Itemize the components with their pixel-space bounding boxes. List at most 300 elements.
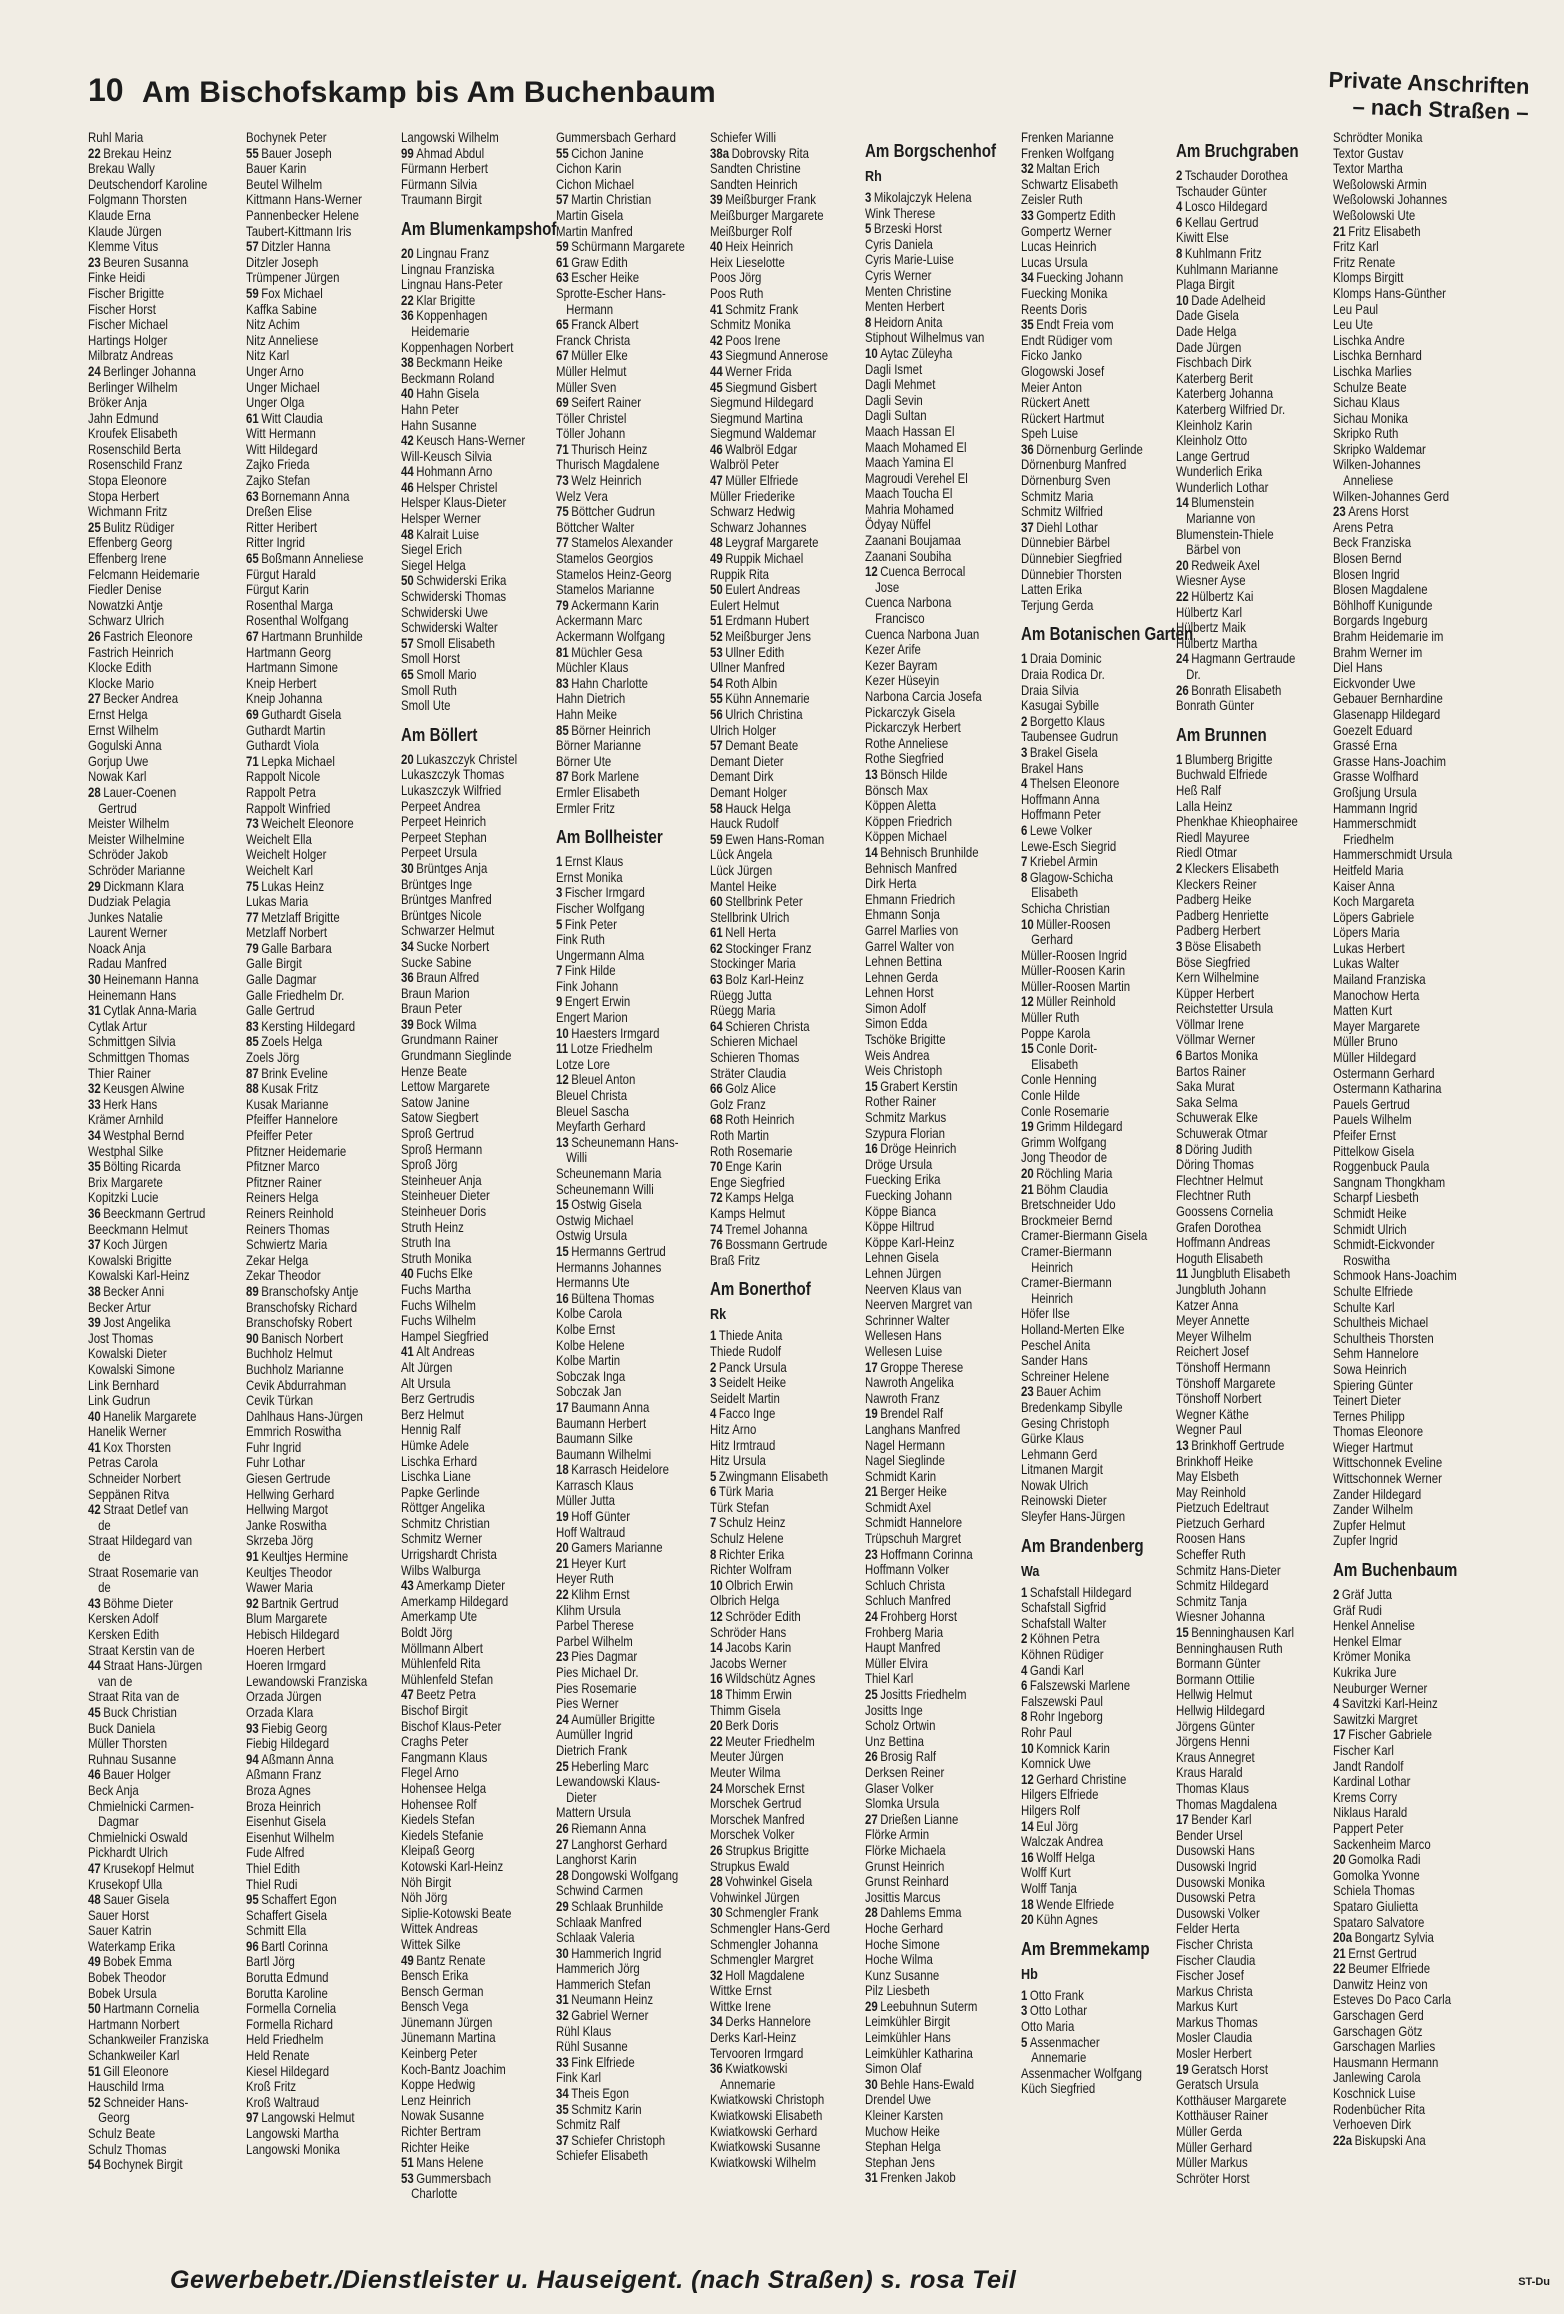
resident-entry: [246, 707, 396, 723]
house-number: 3: [1021, 2003, 1028, 2019]
resident-entry: Bartos Rainer: [1176, 1063, 1246, 1079]
resident-entry: [88, 1315, 238, 1331]
resident-entry: Galle Gertrud: [246, 1003, 315, 1019]
house-number: 81: [556, 644, 569, 660]
resident-entry: Deutschendorf Karoline: [88, 176, 208, 192]
resident-entry: Lange Gertrud: [1176, 448, 1250, 464]
resident-entry: Wichmann Fritz: [88, 504, 168, 520]
resident-entry: Pfitzner Rainer: [246, 1174, 322, 1190]
resident-entry: Hennig Ralf: [401, 1422, 461, 1438]
resident-entry: Köhnen Rüdiger: [1021, 1647, 1104, 1663]
resident-entry: [710, 1609, 860, 1625]
house-number: 90: [246, 1330, 259, 1346]
resident-entry: [1176, 168, 1326, 184]
resident-name: Fiebig Georg: [261, 1720, 328, 1736]
resident-entry: Pies Rosemarie: [556, 1680, 637, 1696]
resident-entry: Kiwitt Else: [1176, 230, 1229, 246]
column-6: [865, 130, 1015, 2260]
resident-entry: Menten Herbert: [865, 299, 945, 315]
resident-entry: Schieren Thomas: [710, 1050, 800, 1066]
resident-entry: Bender Ursel: [1176, 1827, 1243, 1843]
resident-name: Roth Heinrich: [725, 1112, 795, 1128]
footer-code: ST-Du: [1518, 2276, 1550, 2288]
house-number: 83: [556, 675, 569, 691]
resident-entry: [1021, 651, 1171, 667]
resident-entry: Kleiner Karsten: [865, 2108, 944, 2124]
resident-entry: Wittke Ernst: [710, 1983, 772, 1999]
resident-name: Thiede Anita: [718, 1328, 783, 1344]
house-number: 2: [1176, 860, 1183, 876]
resident-entry: Klaude Jürgen: [88, 223, 162, 239]
resident-entry: Elisabeth: [1031, 885, 1079, 901]
resident-entry: [401, 386, 551, 402]
house-number: 7: [1021, 854, 1028, 870]
resident-entry: Pies Michael Dr.: [556, 1665, 639, 1680]
resident-entry: [710, 1547, 860, 1563]
resident-entry: Bärbel von: [1186, 542, 1241, 558]
house-number: 14: [1021, 1818, 1034, 1834]
house-number: 61: [556, 254, 569, 270]
resident-entry: Fürgut Karin: [246, 582, 309, 598]
house-number: 20: [1021, 1166, 1034, 1181]
house-number: 37: [556, 2132, 569, 2148]
house-number: 63: [710, 972, 723, 988]
house-number: 17: [1333, 1727, 1346, 1743]
resident-entry: Koppenhagen Norbert: [401, 339, 514, 355]
resident-name: Kellau Gertrud: [1184, 214, 1259, 230]
resident-entry: Ostwig Michael: [556, 1212, 634, 1228]
resident-entry: Fink Johann: [556, 978, 619, 994]
resident-entry: Poos Jörg: [710, 270, 762, 286]
resident-entry: Lukas Maria: [246, 894, 309, 910]
resident-entry: Simon Olaf: [865, 2061, 922, 2077]
resident-name: Ulrich Christina: [725, 706, 803, 722]
resident-name: Karrasch Heidelore: [571, 1462, 669, 1478]
resident-name: Langhorst Gerhard: [571, 1836, 668, 1852]
resident-entry: Stamelos Heinz-Georg: [556, 566, 672, 582]
resident-entry: Müller-Roosen Karin: [1021, 963, 1126, 979]
resident-entry: Zander Wilhelm: [1333, 1502, 1413, 1518]
resident-entry: May Elsbeth: [1176, 1469, 1239, 1485]
resident-entry: Klomps Hans-Günther: [1333, 285, 1446, 301]
house-number: 42: [710, 332, 723, 348]
resident-entry: [556, 317, 706, 333]
resident-name: Westphal Bernd: [103, 1128, 185, 1143]
resident-entry: Sander Hans: [1021, 1353, 1088, 1369]
resident-entry: Löpers Gabriele: [1333, 909, 1415, 925]
house-number: 21: [1333, 223, 1346, 239]
resident-entry: Wittek Silke: [401, 1936, 461, 1952]
resident-entry: Zekar Theodor: [246, 1268, 321, 1284]
resident-entry: Heinrich: [1031, 1290, 1073, 1306]
resident-entry: Grunst Reinhard: [865, 1874, 949, 1890]
house-number: 2: [1176, 168, 1183, 183]
resident-name: Brendel Ralf: [880, 1406, 944, 1422]
resident-name: Groppe Therese: [880, 1359, 964, 1375]
resident-entry: Schröter Horst: [1176, 2170, 1250, 2186]
resident-entry: Schwiderski Uwe: [401, 604, 488, 620]
resident-name: Hanelik Margarete: [103, 1408, 197, 1424]
resident-entry: Gorjup Uwe: [88, 753, 149, 769]
resident-entry: Müller Thorsten: [88, 1736, 168, 1752]
house-number: 25: [88, 519, 101, 535]
resident-entry: Frohberg Maria: [865, 1624, 944, 1640]
resident-entry: [88, 1284, 238, 1300]
resident-entry: Müchler Klaus: [556, 660, 629, 676]
resident-name: Hartmann Cornelia: [103, 2001, 200, 2017]
resident-entry: Schröder Marianne: [88, 862, 186, 878]
resident-name: Keultjes Hermine: [261, 1549, 349, 1565]
resident-name: Bauer Holger: [103, 1767, 171, 1783]
resident-entry: Wellesen Luise: [865, 1343, 943, 1359]
resident-entry: [710, 1671, 860, 1687]
resident-entry: Tschöke Brigitte: [865, 1032, 946, 1048]
resident-entry: Garschagen Gerd: [1333, 2008, 1424, 2024]
resident-entry: Brahm Werner im: [1333, 644, 1423, 660]
page-header: [0, 0, 1564, 130]
house-number: 20: [556, 1540, 569, 1556]
resident-entry: Heitfeld Maria: [1333, 862, 1404, 878]
resident-name: Schürmann Margarete: [571, 239, 685, 255]
resident-name: Welz Heinrich: [571, 473, 642, 489]
resident-entry: Eulert Helmut: [710, 597, 780, 613]
house-number: 24: [710, 1780, 723, 1796]
resident-name: Bobek Emma: [103, 1954, 172, 1970]
house-number: 54: [88, 2157, 101, 2173]
resident-entry: Sangnam Thongkham: [1333, 1174, 1446, 1190]
resident-entry: Satow Siegbert: [401, 1110, 479, 1126]
resident-entry: Heinrich: [1031, 1259, 1073, 1275]
resident-entry: Lukaszczyk Wilfried: [401, 782, 502, 798]
resident-entry: [556, 1041, 706, 1057]
resident-name: Brüntges Anja: [416, 860, 488, 876]
resident-entry: [865, 1687, 1015, 1703]
resident-entry: [1021, 1772, 1171, 1788]
resident-entry: [710, 707, 860, 723]
resident-entry: Waterkamp Erika: [88, 1938, 176, 1954]
resident-entry: Textor Gustav: [1333, 145, 1404, 161]
house-number: 34: [710, 2014, 723, 2030]
resident-name: Morschek Ernst: [725, 1780, 805, 1796]
resident-name: Lauer-Coenen: [103, 784, 177, 800]
resident-entry: [556, 1837, 706, 1853]
resident-entry: Ernst Monika: [556, 869, 623, 885]
house-number: 12: [1021, 1771, 1034, 1787]
house-number: 73: [246, 816, 259, 832]
house-number: 47: [88, 1860, 101, 1876]
resident-entry: Westphal Silke: [88, 1143, 164, 1159]
resident-entry: Gerhard: [1031, 932, 1073, 948]
resident-entry: Padberg Henriette: [1176, 907, 1269, 923]
resident-entry: Gesing Christoph: [1021, 1415, 1110, 1431]
house-number: 2: [1333, 1587, 1340, 1603]
resident-entry: Hülbertz Maik: [1176, 620, 1246, 636]
resident-name: Franck Albert: [571, 317, 639, 333]
resident-name: Thimm Erwin: [725, 1687, 792, 1702]
resident-name: Gräf Jutta: [1341, 1587, 1393, 1603]
resident-entry: Nitz Anneliese: [246, 332, 319, 348]
resident-entry: Hoche Gerhard: [865, 1920, 944, 1936]
house-number: 23: [1333, 504, 1346, 520]
resident-entry: [246, 146, 396, 162]
resident-entry: Meuter Wilma: [710, 1764, 781, 1780]
resident-name: Boßmann Anneliese: [261, 551, 364, 567]
resident-entry: [556, 994, 706, 1010]
resident-entry: Schafstall Walter: [1021, 1615, 1107, 1631]
house-number: 33: [556, 2054, 569, 2070]
resident-entry: Köppen Friedrich: [865, 813, 952, 829]
resident-entry: Endt Rüdiger vom: [1021, 332, 1113, 348]
resident-entry: Cevik Türkan: [246, 1393, 314, 1409]
resident-name: Graw Edith: [571, 254, 628, 270]
resident-entry: [710, 1843, 860, 1859]
resident-name: Berlinger Johanna: [103, 363, 196, 379]
resident-entry: Meißburger Margarete: [710, 207, 824, 223]
house-number: 52: [88, 2094, 101, 2110]
resident-entry: [401, 1344, 551, 1360]
resident-entry: Kwiatkowski Wilhelm: [710, 2154, 816, 2170]
resident-entry: Rüegg Jutta: [710, 987, 772, 1003]
resident-entry: Schmitz Tanja: [1176, 1593, 1247, 1609]
resident-entry: [88, 629, 238, 645]
house-number: 87: [246, 1065, 259, 1081]
house-number: 30: [401, 860, 414, 876]
resident-entry: Frenken Marianne: [1021, 130, 1114, 145]
resident-entry: Keultjes Theodor: [246, 1564, 333, 1580]
house-number: 63: [556, 270, 569, 286]
resident-entry: [246, 1596, 396, 1612]
resident-entry: Möllmann Albert: [401, 1640, 483, 1656]
resident-entry: [710, 1469, 860, 1485]
house-number: 1: [1021, 651, 1028, 667]
resident-entry: Kiedels Stefan: [401, 1812, 475, 1828]
resident-name: Redweik Axel: [1191, 557, 1260, 573]
house-number: 87: [556, 769, 569, 785]
house-number: 46: [710, 441, 723, 457]
resident-name: Tschauder Dorothea: [1184, 168, 1288, 183]
resident-entry: [556, 270, 706, 286]
house-number: 58: [710, 800, 723, 816]
resident-entry: [401, 573, 551, 589]
resident-entry: Kezer Arife: [865, 642, 921, 658]
resident-entry: Annemarie: [720, 2076, 776, 2092]
resident-entry: Orzada Jürgen: [246, 1689, 322, 1705]
resident-entry: Guthardt Martin: [246, 722, 326, 738]
resident-entry: Hitz Arno: [710, 1421, 757, 1437]
resident-name: Schmengler Frank: [725, 1905, 819, 1921]
resident-entry: Höfer Ilse: [1021, 1306, 1070, 1322]
resident-entry: Demant Dirk: [710, 769, 774, 785]
house-number: 20a: [1333, 1930, 1353, 1946]
resident-entry: Reents Doris: [1021, 301, 1088, 317]
house-number: 59: [710, 831, 723, 847]
resident-entry: Grimm Wolfgang: [1021, 1134, 1107, 1150]
resident-entry: Schultheis Michael: [1333, 1315, 1429, 1331]
resident-name: Thelsen Eleonore: [1029, 776, 1120, 792]
resident-name: Meißburger Jens: [725, 629, 811, 644]
resident-entry: Zoels Jörg: [246, 1050, 300, 1066]
resident-entry: Cyris Daniela: [865, 236, 933, 252]
resident-entry: Mosler Claudia: [1176, 2030, 1253, 2046]
resident-entry: Dade Helga: [1176, 323, 1237, 339]
resident-entry: Ermler Elisabeth: [556, 784, 640, 800]
resident-entry: Zaanani Boujamaa: [865, 533, 961, 549]
resident-entry: Schulte Karl: [1333, 1299, 1395, 1315]
house-number: 26: [710, 1842, 723, 1858]
house-number: 19: [556, 1509, 569, 1525]
resident-entry: Schwarz Ulrich: [88, 613, 165, 629]
resident-entry: Franck Christa: [556, 332, 631, 348]
resident-entry: Rosenschild Berta: [88, 441, 181, 457]
house-number: 76: [710, 1237, 723, 1253]
resident-entry: Friedhelm: [1343, 831, 1394, 847]
resident-entry: Otto Maria: [1021, 2018, 1075, 2034]
resident-entry: Wiesner Johanna: [1176, 1609, 1265, 1625]
resident-entry: Effenberg Irene: [88, 551, 167, 567]
resident-name: Bölting Ricarda: [103, 1159, 181, 1175]
resident-entry: Fritz Karl: [1333, 239, 1379, 255]
resident-entry: Hartmann Georg: [246, 644, 332, 660]
house-number: 46: [401, 479, 414, 495]
resident-entry: Kolbe Carola: [556, 1306, 623, 1322]
resident-name: Losco Hildegard: [1184, 199, 1268, 215]
resident-name: Ewen Hans-Roman: [725, 831, 825, 847]
resident-entry: Metzlaff Norbert: [246, 925, 328, 941]
resident-entry: Zajko Stefan: [246, 473, 311, 489]
house-number: 2: [1021, 713, 1028, 729]
resident-name: Maltan Erich: [1036, 161, 1100, 177]
resident-entry: Müller Gerhard: [1176, 2139, 1253, 2155]
resident-entry: [556, 1821, 706, 1837]
house-number: 5: [556, 916, 563, 932]
resident-entry: Rüegg Maria: [710, 1003, 776, 1019]
resident-name: Brosig Ralf: [880, 1749, 937, 1765]
resident-name: Böhme Dieter: [103, 1595, 174, 1611]
house-number: 6: [1176, 1048, 1183, 1064]
house-number: 27: [88, 691, 101, 707]
resident-entry: Thomas Klaus: [1176, 1780, 1249, 1796]
house-number: 4: [710, 1406, 717, 1422]
resident-entry: [88, 785, 238, 801]
resident-entry: [401, 970, 551, 986]
resident-entry: Marianne von: [1186, 511, 1256, 527]
house-number: 24: [865, 1609, 878, 1625]
resident-entry: Lischka Erhard: [401, 1453, 478, 1469]
resident-entry: Borutta Edmund: [246, 1970, 329, 1986]
house-number: 29: [556, 1898, 569, 1914]
house-number: 43: [88, 1595, 101, 1611]
resident-entry: Lettow Margarete: [401, 1079, 490, 1095]
resident-entry: Peschel Anita: [1021, 1337, 1091, 1353]
resident-name: Dörnenburg Gerlinde: [1036, 441, 1143, 457]
column-8: [1176, 130, 1326, 2260]
resident-entry: Meyer Wilhelm: [1176, 1328, 1252, 1344]
resident-name: Gummersbach: [416, 2170, 492, 2186]
resident-entry: Bonrath Günter: [1176, 698, 1255, 714]
resident-name: Meuter Friedhelm: [725, 1733, 815, 1749]
resident-entry: Schmidt Hannelore: [865, 1515, 963, 1531]
resident-entry: Pickarczyk Herbert: [865, 720, 961, 736]
house-number: 37: [1021, 519, 1034, 535]
resident-entry: Schmitz Christian: [401, 1515, 490, 1531]
resident-entry: Laurent Werner: [88, 925, 168, 941]
district-code: Rk: [710, 1306, 727, 1324]
resident-entry: Schulte Elfriede: [1333, 1283, 1413, 1299]
resident-entry: Lotze Lore: [556, 1056, 610, 1072]
resident-entry: [401, 433, 551, 449]
resident-entry: Dieter: [566, 1789, 597, 1805]
resident-entry: Ritter Ingrid: [246, 535, 306, 551]
resident-entry: Heß Ralf: [1176, 782, 1222, 798]
house-number: 35: [1021, 317, 1034, 333]
house-number: 40: [401, 386, 414, 402]
resident-entry: [401, 146, 551, 162]
resident-entry: Borutta Karoline: [246, 1985, 328, 2001]
resident-entry: Ackermann Wolfgang: [556, 629, 665, 644]
resident-name: Wildschütz Agnes: [725, 1671, 816, 1687]
resident-entry: Beeckmann Helmut: [88, 1221, 188, 1237]
resident-name: Brinkhoff Gertrude: [1191, 1437, 1285, 1453]
resident-name: Aßmann Anna: [261, 1751, 334, 1767]
resident-name: Galle Barbara: [261, 940, 332, 956]
resident-entry: Schwarzer Helmut: [401, 923, 495, 939]
resident-entry: Klihm Ursula: [556, 1602, 621, 1618]
resident-name: Heix Heinrich: [725, 239, 794, 255]
resident-entry: Roswitha: [1343, 1252, 1391, 1268]
house-number: 15: [556, 1243, 569, 1259]
resident-name: Hermanns Gertrud: [571, 1243, 666, 1259]
resident-entry: Danwitz Heinz von: [1333, 1976, 1428, 1992]
resident-name: Schieren Christa: [725, 1018, 810, 1034]
resident-entry: Ruhnau Susanne: [88, 1751, 177, 1767]
resident-entry: Fürmann Silvia: [401, 176, 478, 192]
resident-entry: Müller Friederike: [710, 488, 796, 504]
house-number: 73: [556, 473, 569, 489]
resident-entry: Nöh Birgit: [401, 1874, 452, 1890]
resident-entry: Flörke Armin: [865, 1827, 930, 1843]
resident-entry: Grundmann Sieglinde: [401, 1048, 512, 1064]
resident-entry: Sandten Heinrich: [710, 176, 798, 192]
resident-entry: Köppe Karl-Heinz: [865, 1234, 955, 1250]
resident-entry: Krämer Arnhild: [88, 1112, 164, 1128]
house-number: 75: [556, 504, 569, 520]
resident-name: Müller Reinhold: [1036, 994, 1116, 1010]
resident-name: Schröder Edith: [725, 1609, 801, 1625]
house-number: 59: [246, 285, 259, 301]
resident-name: Ernst Klaus: [564, 854, 624, 870]
house-number: 26: [88, 629, 101, 644]
resident-entry: [246, 629, 396, 645]
section-title-line1: Private Anschriften: [1328, 66, 1530, 99]
resident-entry: Ödyay Nüffel: [865, 517, 931, 533]
house-number: 61: [710, 925, 723, 941]
resident-entry: Töller Johann: [556, 426, 626, 442]
resident-name: Witt Claudia: [261, 410, 323, 426]
resident-entry: Branschofsky Richard: [246, 1299, 358, 1315]
resident-entry: [88, 2095, 238, 2111]
house-number: 91: [246, 1549, 259, 1565]
resident-entry: Schmitz Hildegard: [1176, 1578, 1269, 1594]
resident-name: Baumann Anna: [571, 1399, 650, 1415]
house-number: 36: [88, 1205, 101, 1221]
resident-entry: [865, 1609, 1015, 1625]
resident-name: Beetz Petra: [416, 1687, 476, 1703]
resident-entry: Meier Anton: [1021, 379, 1082, 395]
resident-entry: [88, 1440, 238, 1456]
resident-entry: [1021, 161, 1171, 177]
house-number: 49: [401, 1952, 414, 1968]
resident-entry: Charlotte: [411, 2186, 458, 2202]
